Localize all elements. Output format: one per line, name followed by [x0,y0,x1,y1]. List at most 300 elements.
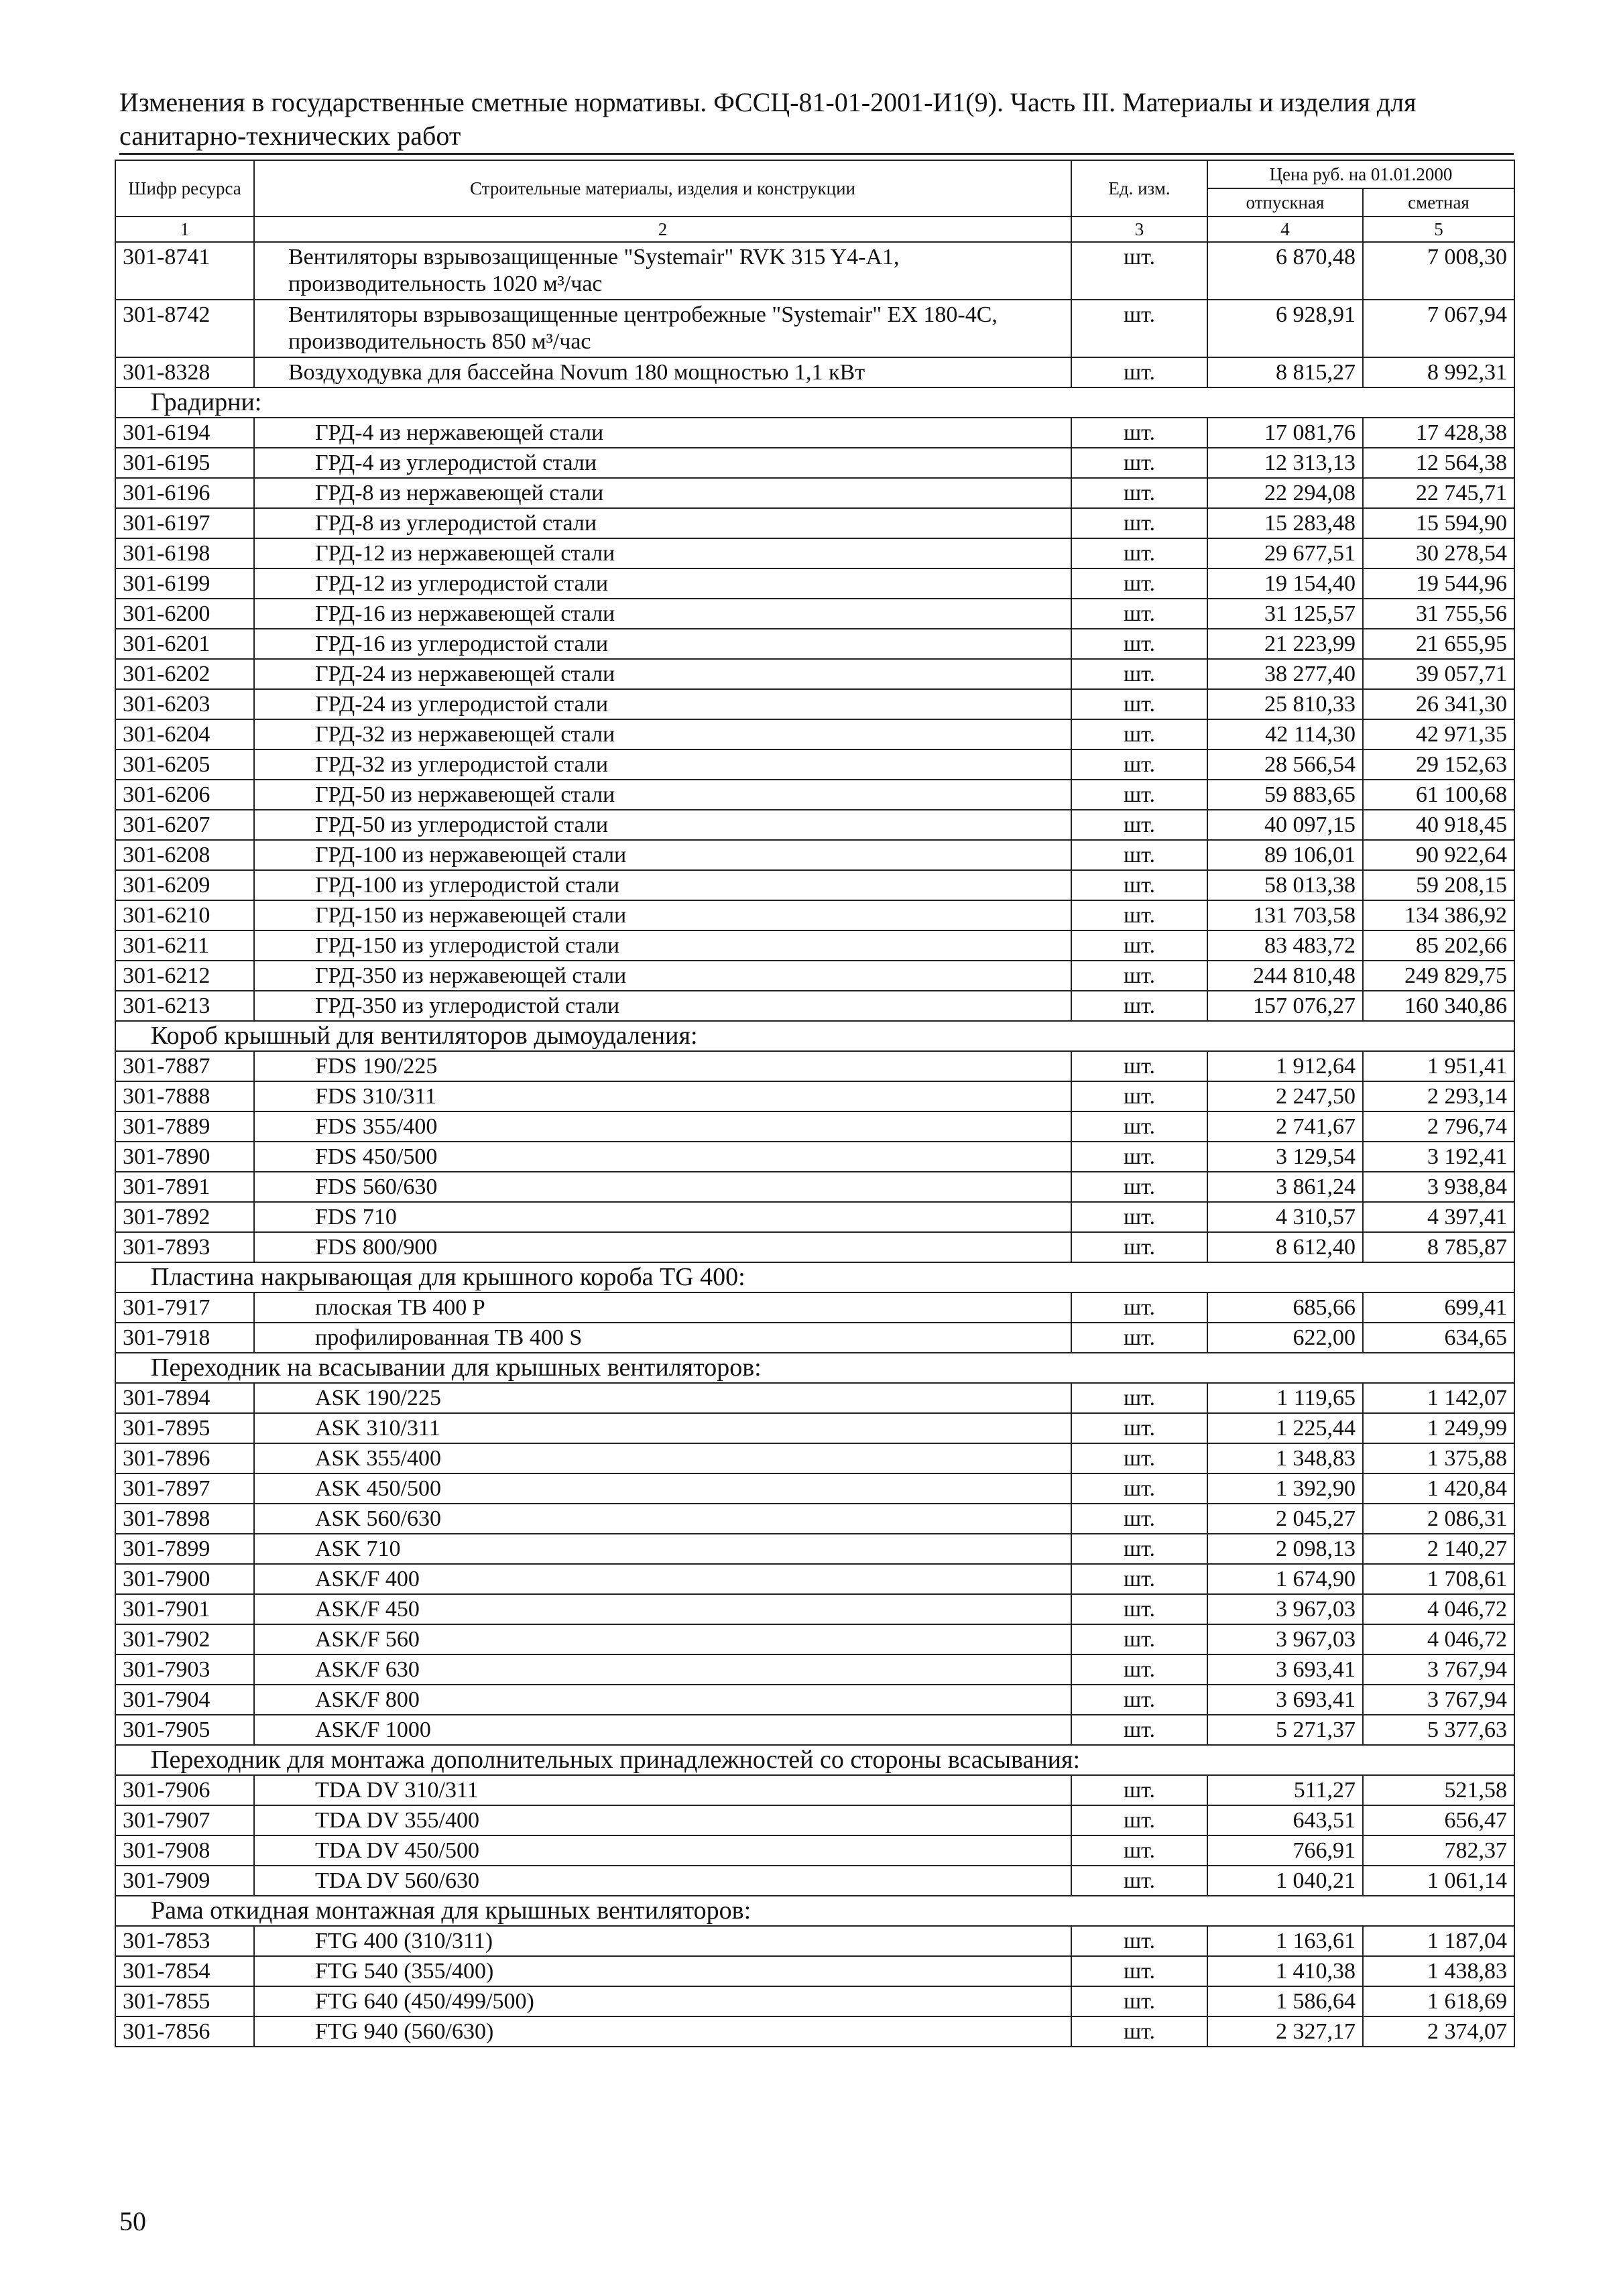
unit-of-measure: шт. [1071,1534,1207,1564]
resource-code: 301-6199 [115,568,254,599]
unit-of-measure: шт. [1071,2016,1207,2047]
estimate-price: 19 544,96 [1363,568,1514,599]
release-price: 58 013,38 [1207,870,1363,900]
material-name: FTG 940 (560/630) [254,2016,1071,2047]
material-name: ASK/F 1000 [254,1715,1071,1745]
release-price: 15 283,48 [1207,508,1363,538]
table-row [115,1413,1514,1443]
table-body [115,242,1514,2047]
price-table [115,160,1515,2047]
material-name: профилированная TB 400 S [254,1323,1071,1353]
resource-code: 301-7902 [115,1624,254,1654]
unit-of-measure: шт. [1071,1685,1207,1715]
material-name: ASK/F 450 [254,1594,1071,1624]
resource-code: 301-7887 [115,1051,254,1081]
column-number-3: 3 [1071,217,1207,242]
table-row [115,749,1514,780]
release-price: 157 076,27 [1207,991,1363,1021]
resource-code: 301-6211 [115,930,254,961]
resource-code: 301-6212 [115,961,254,991]
table-row [115,1775,1514,1805]
release-price: 28 566,54 [1207,749,1363,780]
material-name: FDS 355/400 [254,1111,1071,1142]
release-price: 29 677,51 [1207,538,1363,568]
release-price: 6 928,91 [1207,300,1363,357]
unit-of-measure: шт. [1071,1624,1207,1654]
resource-code: 301-7917 [115,1292,254,1323]
unit-of-measure: шт. [1071,357,1207,387]
resource-code: 301-6201 [115,629,254,659]
section-title: Переходник на всасывании для крышных вентиляторов: [115,1353,1514,1383]
resource-code: 301-6202 [115,659,254,689]
table-row [115,448,1514,478]
unit-of-measure: шт. [1071,1986,1207,2016]
resource-code: 301-7907 [115,1805,254,1835]
estimate-price: 8 992,31 [1363,357,1514,387]
table-row [115,1232,1514,1262]
unit-of-measure: шт. [1071,1594,1207,1624]
estimate-price: 42 971,35 [1363,719,1514,749]
material-name: Воздуходувка для бассейна Novum 180 мощностью 1,1 кВт [254,357,1071,387]
material-name: FDS 190/225 [254,1051,1071,1081]
unit-of-measure: шт. [1071,1232,1207,1262]
material-name: FDS 310/311 [254,1081,1071,1111]
unit-of-measure: шт. [1071,1715,1207,1745]
release-price: 511,27 [1207,1775,1363,1805]
resource-code: 301-7890 [115,1142,254,1172]
unit-of-measure: шт. [1071,242,1207,300]
estimate-price: 85 202,66 [1363,930,1514,961]
section-header-row [115,1353,1514,1383]
document-header [119,86,1514,153]
material-name: ГРД-150 из углеродистой стали [254,930,1071,961]
unit-of-measure: шт. [1071,689,1207,719]
material-name: ГРД-350 из нержавеющей стали [254,961,1071,991]
resource-code: 301-7897 [115,1473,254,1504]
unit-of-measure: шт. [1071,961,1207,991]
table-row [115,568,1514,599]
header-unit: Ед. изм. [1071,160,1207,217]
estimate-price: 3 767,94 [1363,1685,1514,1715]
material-name: ГРД-150 из нержавеющей стали [254,900,1071,930]
unit-of-measure: шт. [1071,599,1207,629]
unit-of-measure: шт. [1071,810,1207,840]
resource-code: 301-8742 [115,300,254,357]
material-name: ASK 310/311 [254,1413,1071,1443]
release-price: 3 693,41 [1207,1685,1363,1715]
material-name: FTG 540 (355/400) [254,1956,1071,1986]
table-row [115,1323,1514,1353]
resource-code: 301-6209 [115,870,254,900]
estimate-price: 40 918,45 [1363,810,1514,840]
unit-of-measure: шт. [1071,749,1207,780]
release-price: 1 674,90 [1207,1564,1363,1594]
release-price: 31 125,57 [1207,599,1363,629]
estimate-price: 160 340,86 [1363,991,1514,1021]
table-row [115,1051,1514,1081]
release-price: 622,00 [1207,1323,1363,1353]
release-price: 42 114,30 [1207,719,1363,749]
table-row [115,961,1514,991]
resource-code: 301-7901 [115,1594,254,1624]
release-price: 1 348,83 [1207,1443,1363,1473]
release-price: 2 098,13 [1207,1534,1363,1564]
table-row [115,1685,1514,1715]
table-row [115,1172,1514,1202]
resource-code: 301-6205 [115,749,254,780]
resource-code: 301-7888 [115,1081,254,1111]
column-number-4: 4 [1207,217,1363,242]
estimate-price: 2 796,74 [1363,1111,1514,1142]
estimate-price: 31 755,56 [1363,599,1514,629]
estimate-price: 656,47 [1363,1805,1514,1835]
release-price: 1 225,44 [1207,1413,1363,1443]
material-name: TDA DV 560/630 [254,1866,1071,1896]
material-name: ГРД-50 из углеродистой стали [254,810,1071,840]
header-code: Шифр ресурса [115,160,254,217]
unit-of-measure: шт. [1071,568,1207,599]
table-row [115,1715,1514,1745]
resource-code: 301-7906 [115,1775,254,1805]
section-header-row [115,1896,1514,1926]
material-name: ГРД-16 из нержавеющей стали [254,599,1071,629]
resource-code: 301-7895 [115,1413,254,1443]
estimate-price: 1 420,84 [1363,1473,1514,1504]
material-name: ГРД-12 из нержавеющей стали [254,538,1071,568]
table-row [115,689,1514,719]
table-row [115,719,1514,749]
estimate-price: 1 708,61 [1363,1564,1514,1594]
release-price: 19 154,40 [1207,568,1363,599]
table-row [115,1564,1514,1594]
material-name: TDA DV 310/311 [254,1775,1071,1805]
estimate-price: 1 438,83 [1363,1956,1514,1986]
header-line-1: Изменения в государственные сметные нормативы. ФССЦ-81-01-2001-И1(9). Часть III. Материалы и изделия для [119,87,1417,117]
release-price: 3 693,41 [1207,1654,1363,1685]
table-row [115,1142,1514,1172]
table-row [115,2016,1514,2047]
table-row [115,1111,1514,1142]
release-price: 1 912,64 [1207,1051,1363,1081]
section-header-row [115,1021,1514,1051]
unit-of-measure: шт. [1071,1323,1207,1353]
unit-of-measure: шт. [1071,448,1207,478]
resource-code: 301-7854 [115,1956,254,1986]
table-row [115,300,1514,357]
material-name: ASK 355/400 [254,1443,1071,1473]
unit-of-measure: шт. [1071,1956,1207,1986]
resource-code: 301-6196 [115,478,254,508]
resource-code: 301-7904 [115,1685,254,1715]
material-name: ГРД-100 из нержавеющей стали [254,840,1071,870]
release-price: 6 870,48 [1207,242,1363,300]
unit-of-measure: шт. [1071,1775,1207,1805]
section-title: Короб крышный для вентиляторов дымоудаления: [115,1021,1514,1051]
section-header-row [115,1262,1514,1292]
material-name: ASK 560/630 [254,1504,1071,1534]
table-row [115,1805,1514,1835]
table-row [115,242,1514,300]
table-row [115,629,1514,659]
resource-code: 301-7856 [115,2016,254,2047]
estimate-price: 1 249,99 [1363,1413,1514,1443]
estimate-price: 4 397,41 [1363,1202,1514,1232]
estimate-price: 39 057,71 [1363,659,1514,689]
resource-code: 301-7899 [115,1534,254,1564]
material-name: ASK/F 630 [254,1654,1071,1685]
section-title: Градирни: [115,387,1514,418]
estimate-price: 22 745,71 [1363,478,1514,508]
release-price: 1 410,38 [1207,1956,1363,1986]
estimate-price: 134 386,92 [1363,900,1514,930]
table-row [115,1443,1514,1473]
material-name: ГРД-50 из нержавеющей стали [254,780,1071,810]
table-row [115,900,1514,930]
estimate-price: 29 152,63 [1363,749,1514,780]
table-row [115,930,1514,961]
material-name: FDS 560/630 [254,1172,1071,1202]
column-number-1: 1 [115,217,254,242]
estimate-price: 782,37 [1363,1835,1514,1866]
estimate-price: 521,58 [1363,1775,1514,1805]
release-price: 244 810,48 [1207,961,1363,991]
table-row [115,357,1514,387]
estimate-price: 7 067,94 [1363,300,1514,357]
unit-of-measure: шт. [1071,300,1207,357]
material-name: ГРД-32 из нержавеющей стали [254,719,1071,749]
unit-of-measure: шт. [1071,1835,1207,1866]
estimate-price: 90 922,64 [1363,840,1514,870]
table-row [115,1202,1514,1232]
unit-of-measure: шт. [1071,1926,1207,1956]
estimate-price: 4 046,72 [1363,1594,1514,1624]
page-number: 50 [119,2206,146,2236]
estimate-price: 5 377,63 [1363,1715,1514,1745]
release-price: 12 313,13 [1207,448,1363,478]
column-number-2: 2 [254,217,1071,242]
resource-code: 301-7898 [115,1504,254,1534]
estimate-price: 61 100,68 [1363,780,1514,810]
unit-of-measure: шт. [1071,719,1207,749]
unit-of-measure: шт. [1071,508,1207,538]
unit-of-measure: шт. [1071,1202,1207,1232]
release-price: 89 106,01 [1207,840,1363,870]
material-name: FTG 400 (310/311) [254,1926,1071,1956]
table-row [115,991,1514,1021]
resource-code: 301-7894 [115,1383,254,1413]
estimate-price: 4 046,72 [1363,1624,1514,1654]
release-price: 4 310,57 [1207,1202,1363,1232]
material-name: ГРД-12 из углеродистой стали [254,568,1071,599]
estimate-price: 699,41 [1363,1292,1514,1323]
estimate-price: 1 951,41 [1363,1051,1514,1081]
unit-of-measure: шт. [1071,991,1207,1021]
estimate-price: 8 785,87 [1363,1232,1514,1262]
resource-code: 301-7891 [115,1172,254,1202]
release-price: 1 040,21 [1207,1866,1363,1896]
unit-of-measure: шт. [1071,900,1207,930]
unit-of-measure: шт. [1071,478,1207,508]
unit-of-measure: шт. [1071,1172,1207,1202]
resource-code: 301-8741 [115,242,254,300]
table-row [115,1654,1514,1685]
unit-of-measure: шт. [1071,780,1207,810]
release-price: 2 741,67 [1207,1111,1363,1142]
unit-of-measure: шт. [1071,1111,1207,1142]
header-price-release: отпускная [1207,188,1363,217]
material-name: ГРД-32 из углеродистой стали [254,749,1071,780]
resource-code: 301-6210 [115,900,254,930]
header-price-estimate: сметная [1363,188,1514,217]
estimate-price: 1 187,04 [1363,1926,1514,1956]
unit-of-measure: шт. [1071,1383,1207,1413]
section-title: Рама откидная монтажная для крышных вентиляторов: [115,1896,1514,1926]
material-name: ASK/F 560 [254,1624,1071,1654]
section-header-row [115,387,1514,418]
material-name: ASK/F 800 [254,1685,1071,1715]
table-row [115,1383,1514,1413]
resource-code: 301-6195 [115,448,254,478]
material-name: ASK 190/225 [254,1383,1071,1413]
estimate-price: 3 192,41 [1363,1142,1514,1172]
resource-code: 301-6206 [115,780,254,810]
unit-of-measure: шт. [1071,1504,1207,1534]
unit-of-measure: шт. [1071,840,1207,870]
release-price: 766,91 [1207,1835,1363,1866]
table-row [115,1866,1514,1896]
header-name: Строительные материалы, изделия и конструкции [254,160,1071,217]
release-price: 2 327,17 [1207,2016,1363,2047]
resource-code: 301-7918 [115,1323,254,1353]
estimate-price: 2 374,07 [1363,2016,1514,2047]
header-rule [119,153,1514,155]
estimate-price: 634,65 [1363,1323,1514,1353]
estimate-price: 1 142,07 [1363,1383,1514,1413]
header-line-2: санитарно-технических работ [119,121,461,151]
resource-code: 301-7909 [115,1866,254,1896]
resource-code: 301-6198 [115,538,254,568]
table-row [115,1081,1514,1111]
material-name: ГРД-8 из углеродистой стали [254,508,1071,538]
unit-of-measure: шт. [1071,1654,1207,1685]
estimate-price: 1 061,14 [1363,1866,1514,1896]
estimate-price: 2 140,27 [1363,1534,1514,1564]
table-row [115,840,1514,870]
unit-of-measure: шт. [1071,1051,1207,1081]
unit-of-measure: шт. [1071,1866,1207,1896]
resource-code: 301-6197 [115,508,254,538]
estimate-price: 1 375,88 [1363,1443,1514,1473]
unit-of-measure: шт. [1071,1292,1207,1323]
table-row [115,1534,1514,1564]
release-price: 3 967,03 [1207,1624,1363,1654]
resource-code: 301-6208 [115,840,254,870]
unit-of-measure: шт. [1071,629,1207,659]
column-number-5: 5 [1363,217,1514,242]
release-price: 1 586,64 [1207,1986,1363,2016]
table-row [115,599,1514,629]
unit-of-measure: шт. [1071,538,1207,568]
release-price: 25 810,33 [1207,689,1363,719]
section-header-row [115,1745,1514,1775]
material-name: ГРД-16 из углеродистой стали [254,629,1071,659]
resource-code: 301-7893 [115,1232,254,1262]
resource-code: 301-7908 [115,1835,254,1866]
table-row [115,810,1514,840]
estimate-price: 26 341,30 [1363,689,1514,719]
material-name: FDS 710 [254,1202,1071,1232]
estimate-price: 59 208,15 [1363,870,1514,900]
release-price: 3 967,03 [1207,1594,1363,1624]
resource-code: 301-6207 [115,810,254,840]
release-price: 22 294,08 [1207,478,1363,508]
release-price: 8 815,27 [1207,357,1363,387]
material-name: ГРД-4 из углеродистой стали [254,448,1071,478]
unit-of-measure: шт. [1071,1473,1207,1504]
release-price: 83 483,72 [1207,930,1363,961]
estimate-price: 15 594,90 [1363,508,1514,538]
estimate-price: 7 008,30 [1363,242,1514,300]
resource-code: 301-7900 [115,1564,254,1594]
material-name: ГРД-8 из нержавеющей стали [254,478,1071,508]
estimate-price: 3 767,94 [1363,1654,1514,1685]
material-name: ГРД-24 из углеродистой стали [254,689,1071,719]
resource-code: 301-6194 [115,418,254,448]
unit-of-measure: шт. [1071,930,1207,961]
material-name: FDS 800/900 [254,1232,1071,1262]
table-row [115,1473,1514,1504]
material-name: ASK/F 400 [254,1564,1071,1594]
resource-code: 301-6213 [115,991,254,1021]
unit-of-measure: шт. [1071,870,1207,900]
table-row [115,780,1514,810]
release-price: 40 097,15 [1207,810,1363,840]
release-price: 38 277,40 [1207,659,1363,689]
resource-code: 301-7903 [115,1654,254,1685]
resource-code: 301-7889 [115,1111,254,1142]
section-title: Пластина накрывающая для крышного короба TG 400: [115,1262,1514,1292]
table-row [115,508,1514,538]
material-name: ГРД-350 из углеродистой стали [254,991,1071,1021]
table-row [115,1594,1514,1624]
release-price: 3 129,54 [1207,1142,1363,1172]
unit-of-measure: шт. [1071,1081,1207,1111]
table-row [115,870,1514,900]
release-price: 3 861,24 [1207,1172,1363,1202]
resource-code: 301-7896 [115,1443,254,1473]
resource-code: 301-8328 [115,357,254,387]
material-name: FDS 450/500 [254,1142,1071,1172]
estimate-price: 17 428,38 [1363,418,1514,448]
release-price: 2 247,50 [1207,1081,1363,1111]
table-row [115,1926,1514,1956]
estimate-price: 21 655,95 [1363,629,1514,659]
material-name: TDA DV 355/400 [254,1805,1071,1835]
material-name: ГРД-24 из нержавеющей стали [254,659,1071,689]
unit-of-measure: шт. [1071,1413,1207,1443]
table-row [115,1835,1514,1866]
estimate-price: 249 829,75 [1363,961,1514,991]
estimate-price: 2 293,14 [1363,1081,1514,1111]
resource-code: 301-7905 [115,1715,254,1745]
unit-of-measure: шт. [1071,659,1207,689]
resource-code: 301-7855 [115,1986,254,2016]
section-title: Переходник для монтажа дополнительных принадлежностей со стороны всасывания: [115,1745,1514,1775]
release-price: 5 271,37 [1207,1715,1363,1745]
estimate-price: 12 564,38 [1363,448,1514,478]
table-row [115,1624,1514,1654]
release-price: 8 612,40 [1207,1232,1363,1262]
